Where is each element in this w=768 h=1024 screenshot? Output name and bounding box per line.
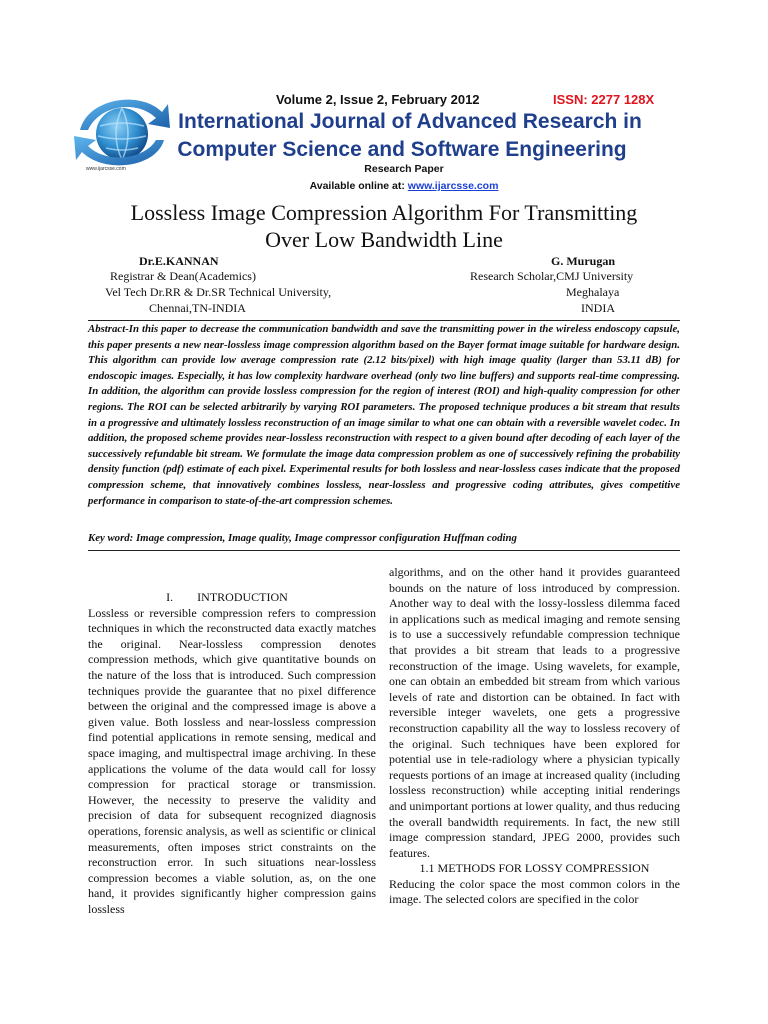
section-heading-introduction: I. INTRODUCTION (166, 590, 288, 604)
intro-paragraph: Lossless or reversible compression refers to compression techniques in which the reconstructed data exactly matches the original. Near-lossless compression denotes compression methods, which give quantitative bounds on the nature of the loss that is introduced. Such compression techniques provide the guarantee that no pixel difference between the original and the compressed image is above a given value. Both lossless and near-lossless compression find potential applications in remote sensing, medical and space imaging, and multispectral image archiving. In these applications the volume of the data would call for lossy compression for practical storage or transmission. However, the necessity to preserve the validity and precision of data for subsequent recognized diagnosis operations, forensic analysis, as well as scientific or clinical measurements, often imposes strict constraints on the reconstruction error. In such situations near-lossless compression becomes a viable solution, as, on the one hand, it provides significantly higher compression gains lossless (88, 605, 376, 916)
journal-title-line2: Computer Science and Software Engineering (177, 138, 627, 161)
author2-name: G. Murugan (551, 254, 616, 268)
author1-affiliation2: Vel Tech Dr.RR & Dr.SR Technical University, (105, 285, 332, 299)
column-right (389, 565, 680, 908)
subsection-heading-lossy: 1.1 METHODS FOR LOSSY COMPRESSION (419, 861, 650, 876)
issn: ISSN: 2277 128X (553, 92, 655, 107)
paper-title-line1: Lossless Image Compression Algorithm For Transmitting (130, 200, 638, 225)
logo-caption: www.ijarcsse.com (86, 166, 126, 172)
keywords: Key word: Image compression, Image quality, Image compressor configuration Huffman coding (88, 532, 517, 544)
author2-affiliation1: Research Scholar,CMJ University (470, 269, 634, 283)
journal-link[interactable]: www.ijarcsse.com (407, 180, 499, 192)
author2-affiliation2: Meghalaya (566, 285, 620, 299)
intro-paragraph-continued: algorithms, and on the other hand it provides guaranteed bounds on the nature of loss introduced by compression. Another way to deal with the lossy-lossless dilemma faced in applications such as medical imaging and remote sensing is to use a successively refundable compression technique that provides a bit stream that leads to a progressive reconstruction of the image. Using wavelets, for example, one can obtain an embedded bit stream from which various levels of rate and distortion can be obtained. In fact with reversible integer wavelets, one gets a progressive reconstruction capability all the way to lossless recovery of the original. Such techniques have been explored for potential use in tele-radiology where a physician typically requests portions of an image at increased quality (including lossless reconstruction) while accepting initial renderings and unimportant portions at lower quality, and thus reducing the overall bandwidth requirements. In fact, the new still image compression standard, JPEG 2000, provides such features. (389, 565, 680, 860)
abstract: Abstract-In this paper to decrease the communication bandwidth and save the transmitting power in the wireless endoscopy capsule, this paper presents a new near-lossless image compression algorithm based on the Bayer format image suitable for hardware design. This algorithm can provide low average compression rate (2.12 bits/pixel) with high image quality (larger than 53.11 dB) for endoscopic images. Especially, it has low complexity hardware overhead (only two line buffers) and supports real-time compressing. In addition, the algorithm can provide lossless compression for the region of interest (ROI) and high-quality compression for other regions. The ROI can be selected arbitrarily by varying ROI parameters. The proposed technique produces a bit stream that results in a progressive and ultimately lossless reconstruction of an image similar to what one can obtain with a reversible wavelet codec. In addition, the proposed scheme provides near-lossless reconstruction with respect to a given bound after decoding of each layer of the successively refundable bit stream. We formulate the image data compression problem as one of successively refining the probability density function (pdf) estimate of each pixel. Experimental results for both lossless and near-lossless cases indicate that the proposed compression scheme, that innovatively combines lossless, near-lossless and progressive coding attributes, gives competitive performance in comparison to state-of-the-art compression schemes. (88, 323, 680, 507)
paper-title-line2: Over Low Bandwidth Line (265, 227, 503, 252)
divider-bottom (88, 550, 680, 551)
journal-title-line1: International Journal of Advanced Research in (178, 110, 642, 133)
paper-title (0, 199, 768, 253)
volume-issue: Volume 2, Issue 2, February 2012 (276, 92, 480, 107)
column-left (88, 590, 376, 917)
paper-type: Research Paper (364, 163, 444, 175)
divider-top (88, 320, 680, 321)
author1-affiliation1: Registrar & Dean(Academics) (110, 269, 256, 283)
lossy-paragraph: Reducing the color space the most common colors in the image. The selected colors are specified in the color (389, 876, 680, 907)
available-label: Available online at: (309, 180, 408, 192)
author2-affiliation3: INDIA (581, 301, 615, 315)
author1-name: Dr.E.KANNAN (139, 254, 219, 268)
availability (0, 180, 768, 192)
author1-affiliation3: Chennai,TN-INDIA (149, 301, 246, 315)
